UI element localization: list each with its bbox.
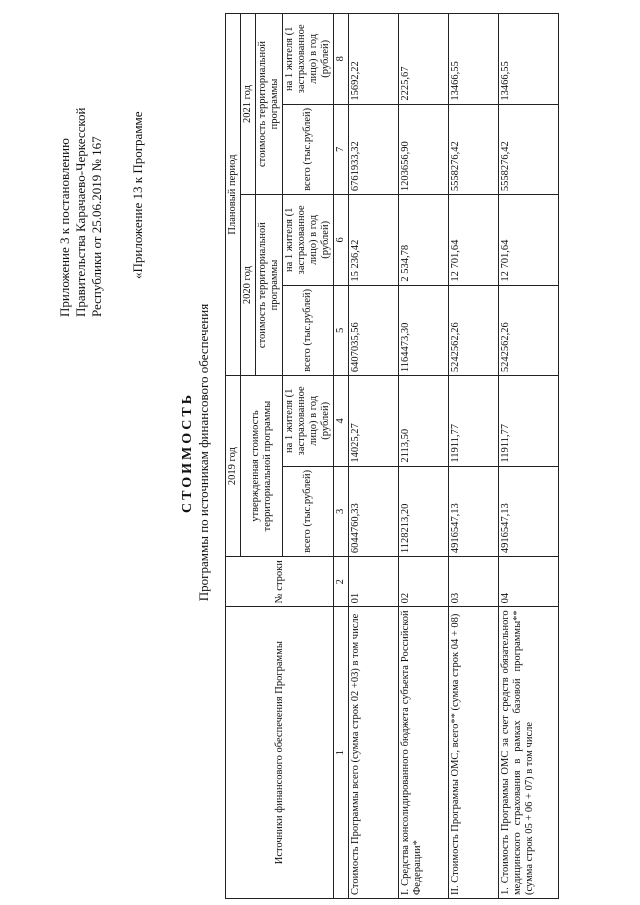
approved-cost-header: утвержденная стоимость территориальной программы [241,376,283,557]
column-number-row [334,14,349,899]
column-number: 1 [334,607,349,899]
cell-value: 12 701,64 [449,195,499,286]
per-resident-header: на 1 жителя (1 застрахованное лицо) в год (рублей) [283,14,334,105]
cell-value: 14025,27 [349,376,399,467]
cell-value: 2 534,78 [399,195,449,286]
appendix-line: Республики от 25.06.2019 № 167 [89,136,104,317]
row-label: 1. Стоимость Программы ОМС за счет средств обязательного медицинского страхования в рамках базовой программы** (сумма строк 05 + 06 + 07) в том числе [499,607,559,899]
total-header: всего (тыс.рублей) [283,104,334,195]
column-number: 2 [334,557,349,607]
planning-period-header: Плановый период [226,14,241,376]
territorial-cost-2020-header: стоимость территориальной программы [256,195,283,376]
cell-value: 5242562,26 [449,285,499,376]
year-2021-header: 2021 год [241,14,256,195]
total-header: всего (тыс.рублей) [283,285,334,376]
row-code: 04 [499,557,559,607]
row-number-header: № строки [226,557,334,607]
column-number: 4 [334,376,349,467]
cell-value: 15 236,42 [349,195,399,286]
per-resident-header: на 1 жителя (1 застрахованное лицо) в год (рублей) [283,376,334,467]
row-label: I. Средства консолидированного бюджета субъекта Российской Федерации* [399,607,449,899]
table-row [349,14,399,899]
cell-value: 12 701,64 [499,195,559,286]
program-appendix: «Приложение 13 к Программе [130,111,145,279]
cell-value: 6407035,56 [349,285,399,376]
table-row [499,14,559,899]
cell-value: 6761933,32 [349,104,399,195]
appendix-line: Правительства Карачаево-Черкесской [73,107,88,317]
column-number: 3 [334,466,349,557]
cell-value: 13466,55 [499,14,559,105]
cell-value: 15692,22 [349,14,399,105]
cell-value: 13466,55 [449,14,499,105]
cell-value: 1128213,20 [399,466,449,557]
cell-value: 1164473,30 [399,285,449,376]
document-title: СТОИМОСТЬ [180,391,195,514]
table-row [399,14,449,899]
territorial-cost-2021-header: стоимость территориальной программы [256,14,283,195]
column-number: 7 [334,104,349,195]
cell-value: 11911,77 [499,376,559,467]
document-subtitle: Программы по источникам финансового обеспечения [196,303,211,602]
year-2019-header: 2019 год [226,376,241,557]
cell-value: 5242562,26 [499,285,559,376]
column-number: 6 [334,195,349,286]
row-label: II. Стоимость Программы ОМС, всего** (сумма строк 04 + 08) [449,607,499,899]
cell-value: 4916547,13 [449,466,499,557]
row-code: 01 [349,557,399,607]
row-code: 02 [399,557,449,607]
column-number: 5 [334,285,349,376]
cell-value: 4916547,13 [499,466,559,557]
cell-value: 11911,77 [449,376,499,467]
source-header: Источники финансового обеспечения Программы [226,607,334,899]
appendix-line: Приложение 3 к постановлению [57,138,72,317]
row-code: 03 [449,557,499,607]
column-number: 8 [334,14,349,105]
header-row [226,14,241,899]
cell-value: 2113,50 [399,376,449,467]
table-row [449,14,499,899]
cell-value: 5558276,42 [449,104,499,195]
cell-value: 2225,67 [399,14,449,105]
total-header: всего (тыс.рублей) [283,466,334,557]
cell-value: 5558276,42 [499,104,559,195]
cell-value: 1203656,90 [399,104,449,195]
per-resident-header: на 1 жителя (1 застрахованное лицо) в год (рублей) [283,195,334,286]
year-2020-header: 2020 год [241,195,256,376]
appendix-header [57,17,105,317]
cost-table [225,13,559,899]
cell-value: 6044760,33 [349,466,399,557]
row-label: Стоимость Программы всего (сумма строк 02 +03) в том числе [349,607,399,899]
